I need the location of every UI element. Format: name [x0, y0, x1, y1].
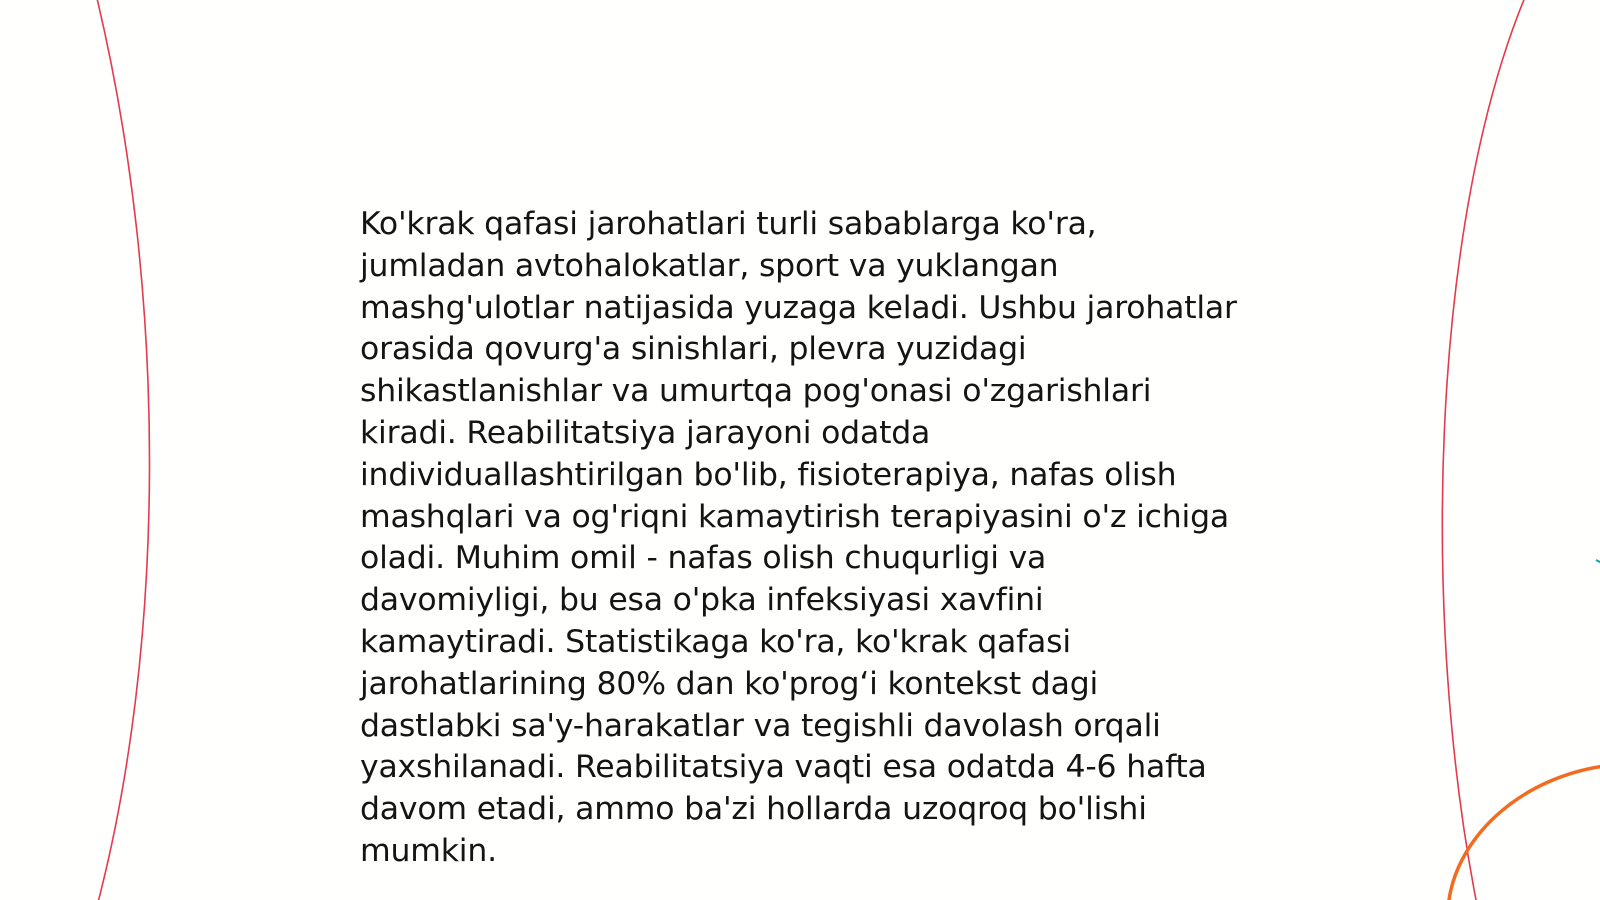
right-curve-line	[1442, 0, 1528, 900]
left-curve-line	[95, 0, 150, 900]
body-paragraph: Ko'krak qafasi jarohatlari turli sabablarga ko'ra, jumladan avtohalokatlar, sport va yuklangan mashg'ulotlar natijasida yuzaga keladi. Ushbu jarohatlar orasida qovurg'a sinishlari, plevra yuzidagi shikastlanishlar va umurtqa pog'onasi o'zgarishlari kiradi. Reabilitatsiya jarayoni odatda individuallashtirilgan bo'lib, fisioterapiya, nafas olish mashqlari va og'riqni kamaytirish terapiyasini o'z ichiga oladi. Muhim omil - nafas olish chuqurligi va davomiyligi, bu esa o'pka infeksiyasi xavfini kamaytiradi. Statistikaga ko'ra, ko'krak qafasi jarohatlarining 80% dan ko'prog‘i kontekst dagi dastlabki sa'y-harakatlar va tegishli davolash orqali yaxshilanadi. Reabilitatsiya vaqti esa odatda 4-6 hafta davom etadi, ammo ba'zi hollarda uzoqroq bo'lishi mumkin.	[360, 206, 1237, 869]
teal-accent-mark	[1596, 560, 1600, 563]
orange-arc	[1448, 765, 1600, 900]
